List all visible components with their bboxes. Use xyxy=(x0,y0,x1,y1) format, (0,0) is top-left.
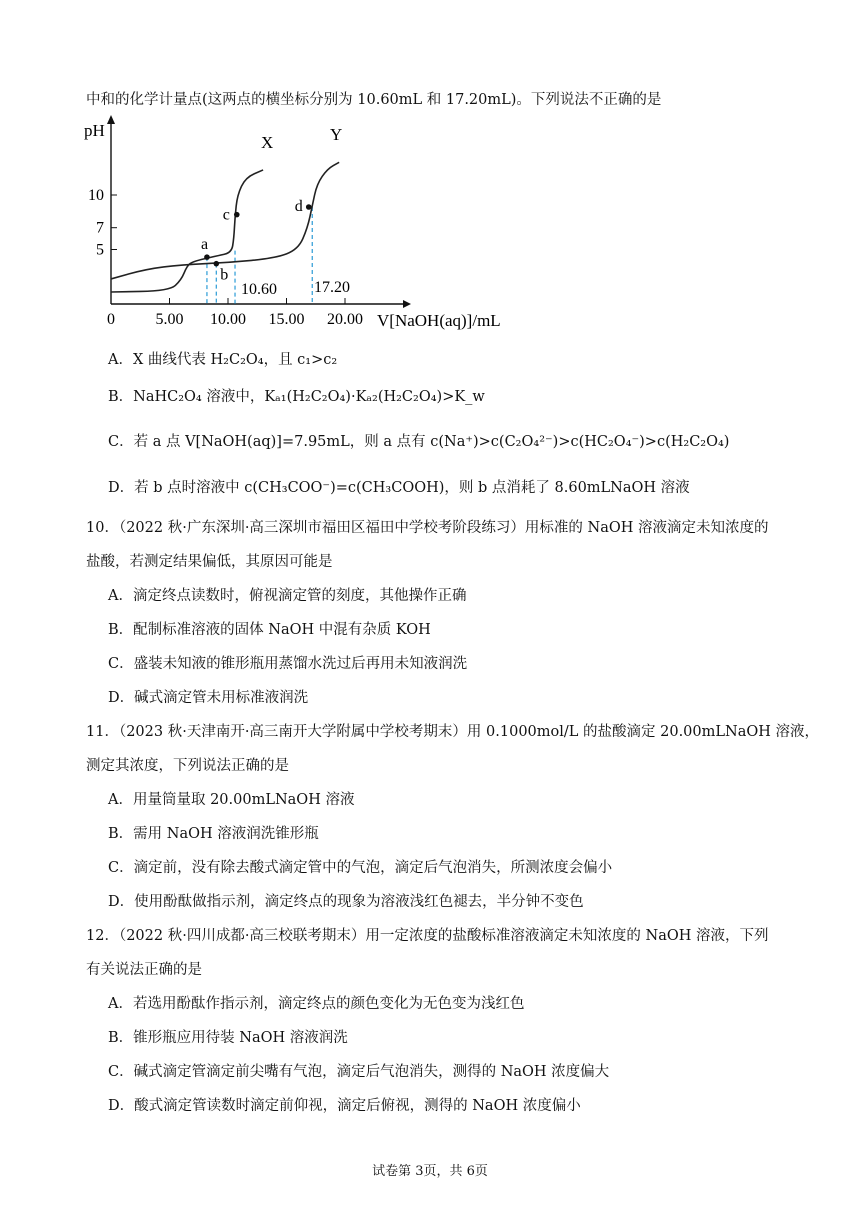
x-tick-label: 15.00 xyxy=(268,311,305,328)
q11-option-c: C．滴定前，没有除去酸式滴定管中的气泡，滴定后气泡消失，所测浓度会偏小 xyxy=(108,860,613,876)
x-tick-label: 0 xyxy=(107,311,115,328)
point-label-a: a xyxy=(200,236,209,254)
q10-option-b: B．配制标准溶液的固体 NaOH 中混有杂质 KOH xyxy=(108,622,431,638)
curve-x xyxy=(111,170,263,292)
y-tick-label: 5 xyxy=(96,241,104,259)
q12-stem-line1: 12．（2022 秋·四川成都·高三校联考期末）用一定浓度的盐酸标准溶液滴定未知浓度的 NaOH 溶液，下列 xyxy=(86,928,769,944)
q10-option-a: A．滴定终点读数时，俯视滴定管的刻度，其他操作正确 xyxy=(108,588,467,604)
q11-option-b: B．需用 NaOH 溶液润洗锥形瓶 xyxy=(108,826,319,842)
q11-option-a: A．用量筒量取 20.00mLNaOH 溶液 xyxy=(108,792,355,808)
point-d xyxy=(306,204,312,210)
q10-option-c: C．盛装未知液的锥形瓶用蒸馏水洗过后再用未知液润洗 xyxy=(108,656,468,672)
q10-stem-line1: 10．（2022 秋·广东深圳·高三深圳市福田区福田中学校考阶段练习）用标准的 NaOH 溶液滴定未知浓度的 xyxy=(86,520,769,536)
titration-chart xyxy=(78,112,538,340)
q12-option-c: C．碱式滴定管滴定前尖嘴有气泡，滴定后气泡消失，测得的 NaOH 浓度偏大 xyxy=(108,1064,610,1080)
point-a xyxy=(204,254,210,260)
q12-option-a: A．若选用酚酞作指示剂，滴定终点的颜色变化为无色变为浅红色 xyxy=(108,996,525,1012)
q11-stem-line2: 测定其浓度，下列说法正确的是 xyxy=(86,758,289,774)
x-tick-label: 5.00 xyxy=(155,311,184,328)
q11-option-d: D．使用酚酞做指示剂，滴定终点的现象为溶液浅红色褪去，半分钟不变色 xyxy=(108,894,584,910)
intro-line: 中和的化学计量点(这两点的横坐标分别为 10.60mL 和 17.20mL)。下列说法不正确的是 xyxy=(86,92,662,108)
x-axis-label: V[NaOH(aq)]/mL xyxy=(377,311,501,330)
point-c xyxy=(234,212,240,218)
point-label-b: b xyxy=(220,266,229,284)
q10-stem-line2: 盐酸，若测定结果偏低，其原因可能是 xyxy=(86,554,333,570)
q11-stem-line1: 11．（2023 秋·天津南开·高三南开大学附属中学校考期末）用 0.1000mol/L 的盐酸滴定 20.00mLNaOH 溶液， xyxy=(86,724,819,740)
q9-option-b: B．NaHC₂O₄ 溶液中，Kₐ₁(H₂C₂O₄)·Kₐ₂(H₂C₂O₄)>K_w xyxy=(108,389,485,405)
annotation-10-60: 10.60 xyxy=(241,281,277,298)
chart-axes xyxy=(107,115,411,308)
series-label-y: Y xyxy=(330,125,343,144)
series-label-x: X xyxy=(261,133,274,152)
x-axis-arrow xyxy=(403,300,411,308)
annotation-17-20: 17.20 xyxy=(314,279,350,296)
x-tick-label: 20.00 xyxy=(327,311,363,328)
x-tick-label: 10.00 xyxy=(210,311,246,328)
y-axis-label: pH xyxy=(84,121,105,140)
q12-option-b: B．锥形瓶应用待装 NaOH 溶液润洗 xyxy=(108,1030,348,1046)
q9-option-c: C．若 a 点 V[NaOH(aq)]=7.95mL，则 a 点有 c(Na⁺)>c(C₂O₄²⁻)>c(HC₂O₄⁻)>c(H₂C₂O₄) xyxy=(108,434,730,450)
y-tick-label: 10 xyxy=(88,187,104,204)
point-label-c: c xyxy=(222,206,230,224)
q12-option-d: D．酸式滴定管读数时滴定前仰视，滴定后俯视，测得的 NaOH 浓度偏小 xyxy=(108,1098,581,1114)
y-axis-arrow xyxy=(107,115,115,124)
point-label-d: d xyxy=(294,197,303,215)
y-tick-label: 7 xyxy=(96,219,104,237)
q12-stem-line2: 有关说法正确的是 xyxy=(86,962,202,978)
page-footer: 试卷第 3页，共 6页 xyxy=(372,1164,488,1179)
q10-option-d: D．碱式滴定管未用标准液润洗 xyxy=(108,690,309,706)
q9-option-d: D．若 b 点时溶液中 c(CH₃COO⁻)=c(CH₃COOH)，则 b 点消耗了 8.60mLNaOH 溶液 xyxy=(108,480,690,496)
q9-option-a: A．X 曲线代表 H₂C₂O₄，且 c₁>c₂ xyxy=(108,352,338,368)
point-b xyxy=(214,261,220,267)
